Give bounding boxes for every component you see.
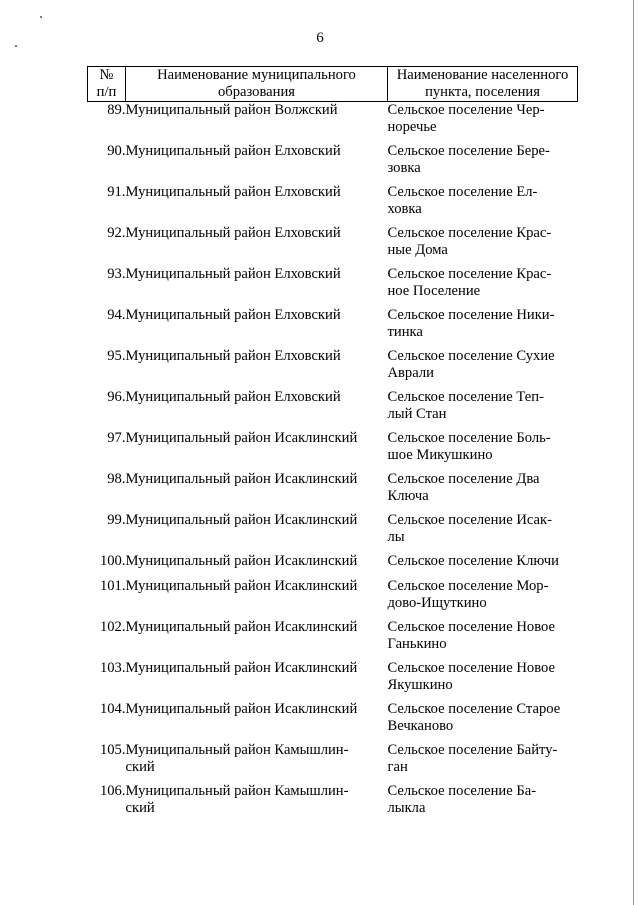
settlement-cell-line: Сельское поселение Новое [387,619,555,635]
settlement-cell [388,619,578,660]
table-row [88,553,578,578]
municipality-cell [126,701,388,742]
table-row [88,783,578,824]
settlement-cell-line: ган [387,759,408,775]
settlement-cell [388,307,578,348]
settlement-cell-line: Сельское поселение Теп- [387,389,544,405]
table-row [88,184,578,225]
settlement-cell-line: лыкла [387,800,426,816]
settlement-cell [388,143,578,184]
settlement-cell [388,184,578,225]
settlement-cell-line: Аврали [387,365,434,381]
settlement-cell-line: тинка [387,324,423,340]
settlement-cell-line: Сельское поселение Боль- [387,430,551,446]
municipality-cell-line: Муниципальный район Камышлин- [125,783,349,799]
row-number: 98. [107,471,126,487]
settlement-cell [388,512,578,553]
page-number: 6 [316,30,324,46]
settlement-cell-line: Вечканово [387,718,454,734]
settlement-cell-line: Сельское поселение Крас- [387,266,552,282]
municipality-cell-line: Муниципальный район Исаклинский [125,578,358,594]
settlement-cell-line: дово-Ищуткино [387,595,487,611]
row-number: 92. [107,225,126,241]
scan-speck [40,16,42,18]
table-row [88,348,578,389]
municipality-cell [126,430,388,471]
settlement-cell-line: шое Микушкино [387,447,493,463]
municipality-cell [126,225,388,266]
municipality-cell [126,783,388,824]
settlement-cell-line: ные Дома [387,242,448,258]
municipality-cell [126,307,388,348]
row-number: 105. [99,742,126,758]
settlement-cell [388,102,578,144]
table-row [88,578,578,619]
row-number: 101. [99,578,126,594]
settlement-cell-line: норечье [387,119,437,135]
municipality-cell-line: Муниципальный район Исаклинский [125,430,358,446]
settlement-cell [388,553,578,578]
table-row [88,225,578,266]
settlement-cell-line: Сельское поселение Исак- [387,512,552,528]
settlement-cell-line: зовка [387,160,421,176]
settlement-cell [388,471,578,512]
municipality-cell [126,389,388,430]
settlement-cell-line: ховка [387,201,422,217]
municipality-cell-line: Муниципальный район Елховский [125,348,341,364]
municipality-cell [126,578,388,619]
settlement-cell [388,660,578,701]
row-number: 89. [107,102,126,118]
municipality-cell-line: ский [125,800,155,816]
settlement-cell-line: лы [387,529,405,545]
table-row [88,307,578,348]
municipality-cell [126,619,388,660]
settlement-cell-line: Сельское поселение Бере- [387,143,550,159]
municipality-cell-line: Муниципальный район Елховский [125,143,341,159]
table-row [88,102,578,144]
settlement-cell [388,701,578,742]
settlement-cell-line: Сельское поселение Ключи [387,553,559,569]
municipality-cell [126,660,388,701]
row-number: 91. [107,184,126,200]
municipality-cell-line: Муниципальный район Волжский [125,102,338,118]
settlement-cell-line: лый Стан [387,406,447,422]
settlement-cell-line: Сельское поселение Ел- [387,184,538,200]
settlement-cell-line: Якушкино [387,677,453,693]
settlement-cell [388,348,578,389]
municipality-cell-line: Муниципальный район Исаклинский [125,701,358,717]
table-header-row [88,67,578,102]
row-number: 103. [99,660,126,676]
table-row [88,266,578,307]
municipality-cell-line: Муниципальный район Елховский [125,389,341,405]
municipality-cell [126,102,388,144]
municipality-cell [126,143,388,184]
settlement-cell [388,389,578,430]
row-number: 95. [107,348,126,364]
settlement-cell [388,783,578,824]
settlement-cell-line: Сельское поселение Чер- [387,102,545,118]
table-row [88,701,578,742]
table-row [88,512,578,553]
row-number: 99. [107,512,126,528]
table-row [88,660,578,701]
municipality-cell [126,184,388,225]
municipality-cell-line: Муниципальный район Елховский [125,225,341,241]
header-settlement: Наименование населенного пункта, поселения [388,67,578,102]
row-number: 106. [99,783,126,799]
municipality-cell [126,471,388,512]
settlements-table [87,66,578,824]
municipality-cell-line: Муниципальный район Камышлин- [125,742,349,758]
municipality-cell [126,512,388,553]
municipality-cell-line: Муниципальный район Исаклинский [125,619,358,635]
municipality-cell-line: Муниципальный район Исаклинский [125,471,358,487]
header-number: № п/п [88,67,126,102]
municipality-cell-line: ский [125,759,155,775]
settlement-cell [388,266,578,307]
municipality-cell [126,266,388,307]
row-number: 100. [99,553,126,569]
header-municipality: Наименование муниципального образования [126,67,388,102]
settlement-cell [388,225,578,266]
municipality-cell [126,742,388,783]
row-number: 96. [107,389,126,405]
settlement-cell-line: Ключа [387,488,429,504]
settlement-cell-line: Сельское поселение Крас- [387,225,552,241]
municipality-cell [126,553,388,578]
settlement-cell [388,578,578,619]
row-number: 102. [99,619,126,635]
settlement-cell-line: Сельское поселение Мор- [387,578,549,594]
municipality-cell [126,348,388,389]
table-row [88,143,578,184]
scan-edge [633,0,634,905]
row-number: 93. [107,266,126,282]
municipality-cell-line: Муниципальный район Елховский [125,184,341,200]
row-number: 104. [99,701,126,717]
settlement-cell-line: Сельское поселение Старое [387,701,561,717]
settlement-cell-line: ное Поселение [387,283,481,299]
settlement-cell [388,430,578,471]
table-row [88,619,578,660]
table-row [88,742,578,783]
table-row [88,430,578,471]
settlement-cell-line: Сельское поселение Ба- [387,783,537,799]
row-number: 97. [107,430,126,446]
row-number: 94. [107,307,126,323]
settlement-cell-line: Сельское поселение Сухие [387,348,555,364]
municipality-cell-line: Муниципальный район Исаклинский [125,660,358,676]
municipality-cell-line: Муниципальный район Елховский [125,307,341,323]
municipality-cell-line: Муниципальный район Елховский [125,266,341,282]
municipality-cell-line: Муниципальный район Исаклинский [125,512,358,528]
settlement-cell-line: Сельское поселение Новое [387,660,555,676]
table-row [88,471,578,512]
settlement-cell-line: Сельское поселение Байту- [387,742,558,758]
settlement-cell [388,742,578,783]
settlement-cell-line: Сельское поселение Два [387,471,540,487]
settlement-cell-line: Ганькино [387,636,447,652]
municipality-cell-line: Муниципальный район Исаклинский [125,553,358,569]
row-number: 90. [107,143,126,159]
table-row [88,389,578,430]
table-body [88,102,578,825]
settlement-cell-line: Сельское поселение Ники- [387,307,555,323]
